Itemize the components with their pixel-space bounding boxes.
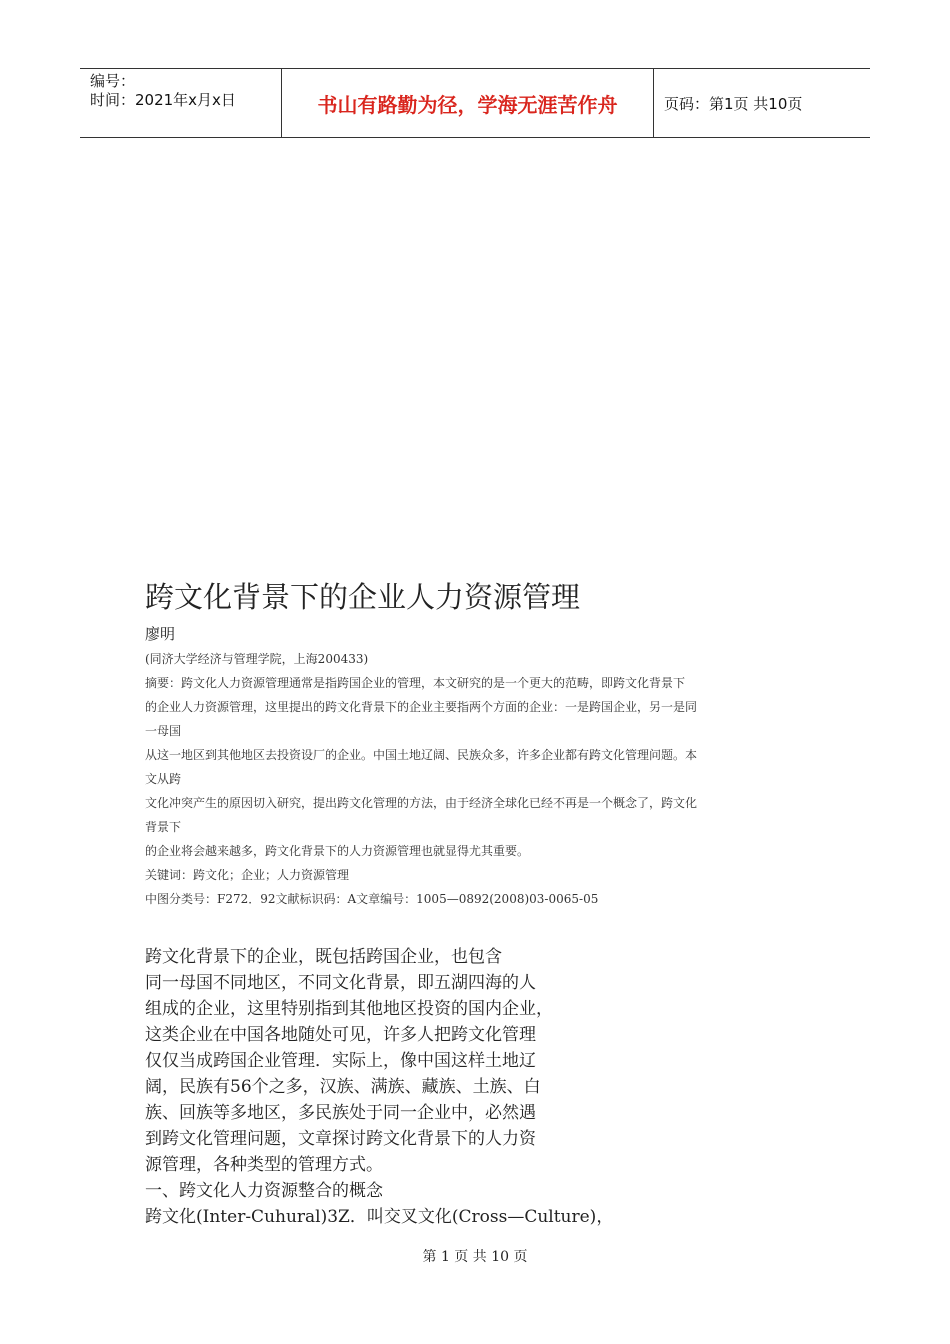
body-line: 到跨文化管理问题，文章探讨跨文化背景下的人力资 <box>145 1129 536 1149</box>
abstract-line: 摘要：跨文化人力资源管理通常是指跨国企业的管理，本文研究的是一个更大的范畴，即跨文化背景下 <box>145 676 686 690</box>
article-title: 跨文化背景下的企业人力资源管理 <box>145 580 581 614</box>
abstract-block <box>145 671 815 911</box>
affiliation-line: (同济大学经济与管理学院，上海200433) <box>145 652 369 666</box>
abstract-line: 文从跨 <box>145 772 182 786</box>
header-left-cell <box>80 69 282 137</box>
section-heading: 一、跨文化人力资源整合的概念 <box>145 1181 383 1201</box>
abstract-line: 一母国 <box>145 724 182 738</box>
abstract-line: 的企业人力资源管理，这里提出的跨文化背景下的企业主要指两个方面的企业：一是跨国企业，另一是同 <box>145 700 698 714</box>
classification-line: 中图分类号：F272．92文献标识码：A文章编号：1005—0892(2008)03-0065-05 <box>145 892 599 906</box>
body-line: 阔，民族有56个之多，汉族、满族、藏族、土族、白 <box>145 1077 541 1097</box>
body-line: 跨文化(Inter-Cuhural)3Z．叫交叉文化(Cross—Culture)， <box>145 1207 614 1227</box>
page-footer: 第 1 页 共 10 页 <box>422 1249 528 1265</box>
abstract-line: 文化冲突产生的原因切入研究，提出跨文化管理的方法，由于经济全球化已经不再是一个概念了，跨文化 <box>145 796 698 810</box>
motto: 书山有路勤为径，学海无涯苦作舟 <box>282 69 654 137</box>
document-header <box>80 68 870 138</box>
header-page-info: 页码：第1页 共10页 <box>664 94 803 113</box>
body-line: 族、回族等多地区，多民族处于同一企业中，必然遇 <box>145 1103 536 1123</box>
article-body <box>145 944 665 1230</box>
body-line: 这类企业在中国各地随处可见，许多人把跨文化管理 <box>145 1025 536 1045</box>
abstract-line: 背景下 <box>145 820 182 834</box>
abstract-line: 的企业将会越来越多，跨文化背景下的人力资源管理也就显得尤其重要。 <box>145 844 530 858</box>
body-line: 跨文化背景下的企业，既包括跨国企业，也包含 <box>145 947 502 967</box>
article-author: 廖明 <box>145 625 176 643</box>
time-label: 时间：2021年x月x日 <box>90 91 236 109</box>
article-affiliation <box>145 647 815 671</box>
number-label: 编号： <box>90 72 136 90</box>
keywords-line: 关键词：跨文化；企业；人力资源管理 <box>145 868 350 882</box>
abstract-line: 从这一地区到其他地区去投资设厂的企业。中国土地辽阔、民族众多，许多企业都有跨文化管理问题。本 <box>145 748 698 762</box>
body-line: 组成的企业，这里特别指到其他地区投资的国内企业， <box>145 999 553 1019</box>
body-line: 源管理，各种类型的管理方式。 <box>145 1155 383 1175</box>
body-line: 仅仅当成跨国企业管理．实际上，像中国这样土地辽 <box>145 1051 536 1071</box>
body-line: 同一母国不同地区，不同文化背景，即五湖四海的人 <box>145 973 536 993</box>
